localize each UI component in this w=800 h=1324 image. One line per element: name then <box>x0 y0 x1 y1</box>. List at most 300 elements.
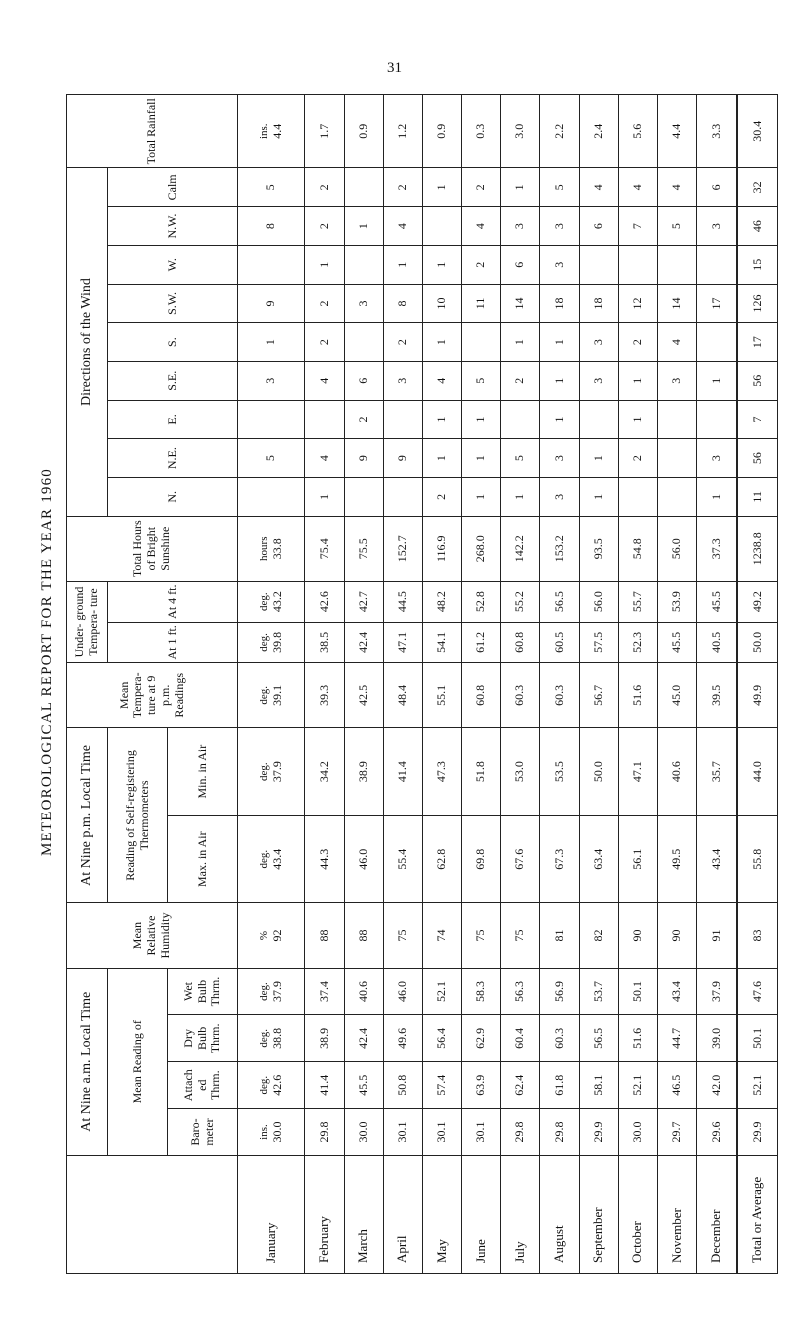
at-1ft-header: At 1 ft. <box>108 622 238 663</box>
unit-label: deg. <box>258 982 270 1001</box>
cell-value: 18 <box>590 297 605 310</box>
cell-value: 5 <box>263 455 278 462</box>
cell-value: 61.8 <box>551 1074 566 1096</box>
dry-cell <box>697 1015 737 1062</box>
S-cell <box>422 323 461 362</box>
cell-value: 2 <box>434 493 449 500</box>
month-cell: December <box>697 1155 737 1273</box>
cell-value: 62.8 <box>434 848 449 870</box>
rain-cell <box>697 95 737 168</box>
rain-cell <box>238 95 305 168</box>
attached-cell <box>422 1062 461 1109</box>
wet-cell <box>344 968 383 1015</box>
cell-value: 83 <box>749 929 764 942</box>
baro-cell <box>657 1109 696 1156</box>
dry-cell <box>579 1015 618 1062</box>
max-cell <box>540 815 579 903</box>
total-row <box>737 95 777 1274</box>
rain-cell <box>383 95 422 168</box>
cell-value: 10 <box>434 297 449 310</box>
humidity-cell <box>383 903 422 968</box>
cell-value: 61.2 <box>473 631 488 653</box>
ug4-cell <box>618 581 657 622</box>
ug1-cell <box>238 622 305 663</box>
cell-value: 1 <box>355 223 370 230</box>
baro-cell <box>383 1109 422 1156</box>
cell-value: 67.3 <box>551 848 566 870</box>
humidity-cell <box>737 903 777 968</box>
morning-group-header: At Nine a.m. Local Time <box>67 968 108 1155</box>
W-cell <box>462 245 501 284</box>
ug4-cell <box>462 581 501 622</box>
NW-cell <box>238 207 305 246</box>
SE-cell <box>501 361 540 400</box>
NW-cell <box>501 207 540 246</box>
cell-value: 49.5 <box>669 848 684 870</box>
N-cell <box>540 477 579 516</box>
NW-cell <box>657 207 696 246</box>
cell-value: 39.0 <box>708 1027 723 1049</box>
calm-cell <box>383 168 422 207</box>
month-cell: Total or Average <box>737 1155 777 1273</box>
cell-value: 38.5 <box>316 631 331 653</box>
cell-value: 37.3 <box>708 538 723 560</box>
dry-bulb-header: Dry Bulb Thrm. <box>168 1015 238 1062</box>
cell-value: 56.1 <box>630 848 644 870</box>
wet-cell <box>238 968 305 1015</box>
cell-value: 4 <box>669 339 684 346</box>
cell-value: 2.4 <box>590 123 605 139</box>
table-row <box>657 95 696 1274</box>
rain-cell <box>540 95 579 168</box>
cell-value: 55.7 <box>630 591 644 613</box>
cell-value: 52.1 <box>630 1074 644 1096</box>
month-cell: March <box>344 1155 383 1273</box>
dry-cell <box>462 1015 501 1062</box>
calm-cell <box>737 168 777 207</box>
sunshine-cell <box>737 516 777 581</box>
cell-value: 90 <box>669 929 684 942</box>
cell-value: 43.4 <box>669 981 684 1003</box>
cell-value: 32 <box>749 181 764 194</box>
rain-cell <box>305 95 344 168</box>
cell-value: 1 <box>473 416 488 423</box>
cell-value: 50.0 <box>749 631 764 653</box>
cell-value: 40.6 <box>669 761 684 783</box>
cell-value: 2 <box>316 339 331 346</box>
ug1-cell <box>344 622 383 663</box>
SW-cell <box>344 284 383 323</box>
month-header <box>67 1155 238 1273</box>
NE-cell <box>422 439 461 478</box>
calm-cell <box>618 168 657 207</box>
cell-value: 268.0 <box>473 535 488 563</box>
wet-cell <box>540 968 579 1015</box>
unit-label: deg. <box>258 762 270 781</box>
mean_temp-cell <box>462 663 501 728</box>
W-cell <box>697 245 737 284</box>
attached-cell <box>579 1062 618 1109</box>
SE-cell <box>657 361 696 400</box>
NW-cell <box>383 207 422 246</box>
cell-value: 3.0 <box>512 123 527 139</box>
unit-label: hours <box>258 536 270 561</box>
N-cell <box>737 477 777 516</box>
cell-value: 62.4 <box>512 1074 527 1096</box>
cell-value: 2 <box>394 184 409 191</box>
cell-value: 1.2 <box>394 123 409 139</box>
month-cell: November <box>657 1155 696 1273</box>
baro-cell <box>540 1109 579 1156</box>
cell-value: 42.4 <box>355 1027 370 1049</box>
max-cell <box>422 815 461 903</box>
table-row <box>579 95 618 1274</box>
calm-cell <box>697 168 737 207</box>
wet-cell <box>462 968 501 1015</box>
cell-value: 58.1 <box>590 1074 605 1096</box>
cell-value: 8 <box>394 300 409 307</box>
min-cell <box>697 728 737 816</box>
min-cell <box>383 728 422 816</box>
cell-value: 60.3 <box>551 1027 566 1049</box>
wet-cell <box>579 968 618 1015</box>
calm-cell <box>344 168 383 207</box>
min-cell <box>737 728 777 816</box>
cell-value: 75.4 <box>316 538 331 560</box>
cell-value: 3 <box>551 223 566 230</box>
unit-label: deg. <box>258 685 270 705</box>
cell-value: 1 <box>590 455 605 462</box>
mean_temp-cell <box>305 663 344 728</box>
attached-cell <box>618 1062 657 1109</box>
cell-value: 30.4 <box>749 120 764 142</box>
cell-value: 60.4 <box>512 1027 527 1049</box>
ug4-cell <box>238 581 305 622</box>
cell-value: 30.1 <box>434 1121 449 1143</box>
S-cell <box>501 323 540 362</box>
cell-value: 3.3 <box>708 123 723 139</box>
W-cell <box>238 245 305 284</box>
mean_temp-cell <box>697 663 737 728</box>
calm-cell <box>579 168 618 207</box>
cell-value: 48.4 <box>394 684 409 706</box>
wind-w-header: W. <box>108 245 238 284</box>
N-cell <box>305 477 344 516</box>
cell-value: 4 <box>394 223 409 230</box>
wet-cell <box>737 968 777 1015</box>
cell-value: 142.2 <box>512 535 527 563</box>
table-row <box>501 95 540 1274</box>
NE-cell <box>657 439 696 478</box>
cell-value: 1 <box>434 261 449 268</box>
cell-value: 12 <box>630 297 644 310</box>
humidity-cell <box>238 903 305 968</box>
sunshine-cell <box>305 516 344 581</box>
cell-value: 67.6 <box>512 848 527 870</box>
cell-value: 0.9 <box>355 123 370 139</box>
cell-value: 52.3 <box>630 631 644 653</box>
cell-value: 55.8 <box>749 848 764 870</box>
baro-cell <box>422 1109 461 1156</box>
max-cell <box>697 815 737 903</box>
table-row <box>697 95 737 1274</box>
W-cell <box>657 245 696 284</box>
SW-cell <box>462 284 501 323</box>
month-cell: January <box>238 1155 305 1273</box>
cell-value: 42.5 <box>355 684 370 706</box>
cell-value: 42.4 <box>355 631 370 653</box>
SE-cell <box>305 361 344 400</box>
sunshine-cell <box>238 516 305 581</box>
humidity-cell <box>579 903 618 968</box>
cell-value: 53.9 <box>669 591 684 613</box>
cell-value: 60.8 <box>473 684 488 706</box>
cell-value: 5 <box>263 184 278 191</box>
cell-value: 88 <box>316 929 331 942</box>
cell-value: 44.5 <box>394 591 409 613</box>
cell-value: 37.4 <box>316 981 331 1003</box>
NW-cell <box>579 207 618 246</box>
cell-value: 56.7 <box>590 684 605 706</box>
sunshine-cell <box>657 516 696 581</box>
cell-value: 9 <box>263 300 278 307</box>
sunshine-cell <box>697 516 737 581</box>
ug1-cell <box>618 622 657 663</box>
humidity-cell <box>618 903 657 968</box>
ug1-cell <box>579 622 618 663</box>
attached-cell <box>501 1062 540 1109</box>
cell-value: 54.1 <box>434 631 449 653</box>
SE-cell <box>540 361 579 400</box>
cell-value: 6 <box>355 377 370 384</box>
mean_temp-cell <box>737 663 777 728</box>
mean_temp-cell <box>422 663 461 728</box>
table-body <box>238 95 778 1274</box>
ug1-cell <box>501 622 540 663</box>
cell-value: 44.3 <box>316 848 331 870</box>
NE-cell <box>501 439 540 478</box>
wet-cell <box>618 968 657 1015</box>
NW-cell <box>697 207 737 246</box>
ug4-cell <box>383 581 422 622</box>
S-cell <box>540 323 579 362</box>
N-cell <box>238 477 305 516</box>
wet-cell <box>657 968 696 1015</box>
max-cell <box>657 815 696 903</box>
cell-value: 1 <box>434 184 449 191</box>
humidity-cell <box>422 903 461 968</box>
table-row <box>462 95 501 1274</box>
cell-value: 37.9 <box>269 981 284 1003</box>
SE-cell <box>344 361 383 400</box>
cell-value: 15 <box>749 258 764 271</box>
cell-value: 54.8 <box>630 538 644 560</box>
W-cell <box>540 245 579 284</box>
cell-value: 56.0 <box>669 538 684 560</box>
SW-cell <box>501 284 540 323</box>
SE-cell <box>697 361 737 400</box>
cell-value: 49.6 <box>394 1027 409 1049</box>
N-cell <box>579 477 618 516</box>
cell-value: 4.4 <box>269 123 284 139</box>
cell-value: 2 <box>630 455 644 462</box>
cell-value: 45.5 <box>708 591 723 613</box>
mean-temp-header: Mean Tempera- ture at 9 p.m. Readings <box>67 663 238 728</box>
ug4-cell <box>501 581 540 622</box>
month-cell: February <box>305 1155 344 1273</box>
cell-value: 1 <box>630 416 644 423</box>
mean_temp-cell <box>618 663 657 728</box>
cell-value: 1 <box>512 493 527 500</box>
cell-value: 53.0 <box>512 761 527 783</box>
cell-value: 69.8 <box>473 848 488 870</box>
humidity-cell <box>501 903 540 968</box>
NW-cell <box>618 207 657 246</box>
N-cell <box>383 477 422 516</box>
S-cell <box>462 323 501 362</box>
E-cell <box>657 400 696 439</box>
cell-value: 0.9 <box>434 123 449 139</box>
cell-value: 30.1 <box>473 1121 488 1143</box>
cell-value: 1.7 <box>316 123 331 139</box>
cell-value: 3 <box>512 223 527 230</box>
attached-cell <box>697 1062 737 1109</box>
cell-value: 42.0 <box>708 1074 723 1096</box>
dry-cell <box>618 1015 657 1062</box>
cell-value: 45.5 <box>355 1074 370 1096</box>
max-cell <box>344 815 383 903</box>
N-cell <box>697 477 737 516</box>
S-cell <box>618 323 657 362</box>
month-cell: May <box>422 1155 461 1273</box>
cell-value: 46.0 <box>355 848 370 870</box>
cell-value: 30.0 <box>269 1121 284 1143</box>
cell-value: 7 <box>749 416 764 423</box>
cell-value: 29.9 <box>749 1121 764 1143</box>
ug4-cell <box>305 581 344 622</box>
humidity-cell <box>540 903 579 968</box>
cell-value: 47.3 <box>434 761 449 783</box>
cell-value: 51.6 <box>630 1027 644 1049</box>
cell-value: 3 <box>394 377 409 384</box>
SW-cell <box>618 284 657 323</box>
N-cell <box>422 477 461 516</box>
SE-cell <box>579 361 618 400</box>
cell-value: 1 <box>551 339 566 346</box>
wet-cell <box>305 968 344 1015</box>
unit-label: % <box>258 930 270 941</box>
SW-cell <box>737 284 777 323</box>
cell-value: 40.6 <box>355 981 370 1003</box>
cell-value: 51.8 <box>473 761 488 783</box>
cell-value: 52.8 <box>473 591 488 613</box>
baro-cell <box>238 1109 305 1156</box>
W-cell <box>501 245 540 284</box>
min-cell <box>238 728 305 816</box>
cell-value: 1 <box>394 261 409 268</box>
cell-value: 74 <box>434 929 449 942</box>
cell-value: 88 <box>355 929 370 942</box>
humidity-cell <box>305 903 344 968</box>
SW-cell <box>697 284 737 323</box>
min-cell <box>344 728 383 816</box>
sunshine-cell <box>383 516 422 581</box>
cell-value: 81 <box>551 929 566 942</box>
cell-value: 29.6 <box>708 1121 723 1143</box>
cell-value: 47.6 <box>749 981 764 1003</box>
wet-bulb-header: Wet Bulb Thrm. <box>168 968 238 1015</box>
calm-cell <box>305 168 344 207</box>
E-cell <box>737 400 777 439</box>
sunshine-cell <box>344 516 383 581</box>
cell-value: 1 <box>316 261 331 268</box>
cell-value: 8 <box>263 223 278 230</box>
cell-value: 35.7 <box>708 761 723 783</box>
cell-value: 93.5 <box>590 538 605 560</box>
wind-e-header: E. <box>108 400 238 439</box>
barometer-header: Baro- meter <box>168 1109 238 1156</box>
W-cell <box>344 245 383 284</box>
cell-value: 46 <box>749 220 764 233</box>
cell-value: 5.6 <box>630 123 644 139</box>
NE-cell <box>579 439 618 478</box>
wind-group-header: Directions of the Wind <box>67 168 108 516</box>
E-cell <box>501 400 540 439</box>
NW-cell <box>737 207 777 246</box>
cell-value: 52.1 <box>749 1074 764 1096</box>
humidity-cell <box>697 903 737 968</box>
ug1-cell <box>737 622 777 663</box>
cell-value: 1 <box>512 339 527 346</box>
cell-value: 2 <box>316 300 331 307</box>
max-cell <box>462 815 501 903</box>
S-cell <box>697 323 737 362</box>
cell-value: 90 <box>630 929 644 942</box>
cell-value: 0.3 <box>473 123 488 139</box>
NW-cell <box>540 207 579 246</box>
ug4-cell <box>540 581 579 622</box>
max-cell <box>383 815 422 903</box>
cell-value: 3 <box>669 377 684 384</box>
cell-value: 57.5 <box>590 631 605 653</box>
W-cell <box>737 245 777 284</box>
wind-n-header: N. <box>108 477 238 516</box>
cell-value: 62.9 <box>473 1027 488 1049</box>
cell-value: 53.5 <box>551 761 566 783</box>
cell-value: 3 <box>551 261 566 268</box>
dry-cell <box>501 1015 540 1062</box>
NE-cell <box>462 439 501 478</box>
SW-cell <box>540 284 579 323</box>
cell-value: 63.9 <box>473 1074 488 1096</box>
baro-cell <box>462 1109 501 1156</box>
NW-cell <box>462 207 501 246</box>
cell-value: 1 <box>434 455 449 462</box>
dry-cell <box>344 1015 383 1062</box>
W-cell <box>383 245 422 284</box>
cell-value: 152.7 <box>394 535 409 563</box>
ug4-cell <box>579 581 618 622</box>
cell-value: 5 <box>473 377 488 384</box>
underground-header: Under- ground Tempera- ture <box>67 581 108 662</box>
month-cell: October <box>618 1155 657 1273</box>
cell-value: 44.7 <box>669 1027 684 1049</box>
baro-cell <box>344 1109 383 1156</box>
cell-value: 1 <box>551 377 566 384</box>
baro-cell <box>618 1109 657 1156</box>
cell-value: 42.6 <box>316 591 331 613</box>
cell-value: 1 <box>316 493 331 500</box>
